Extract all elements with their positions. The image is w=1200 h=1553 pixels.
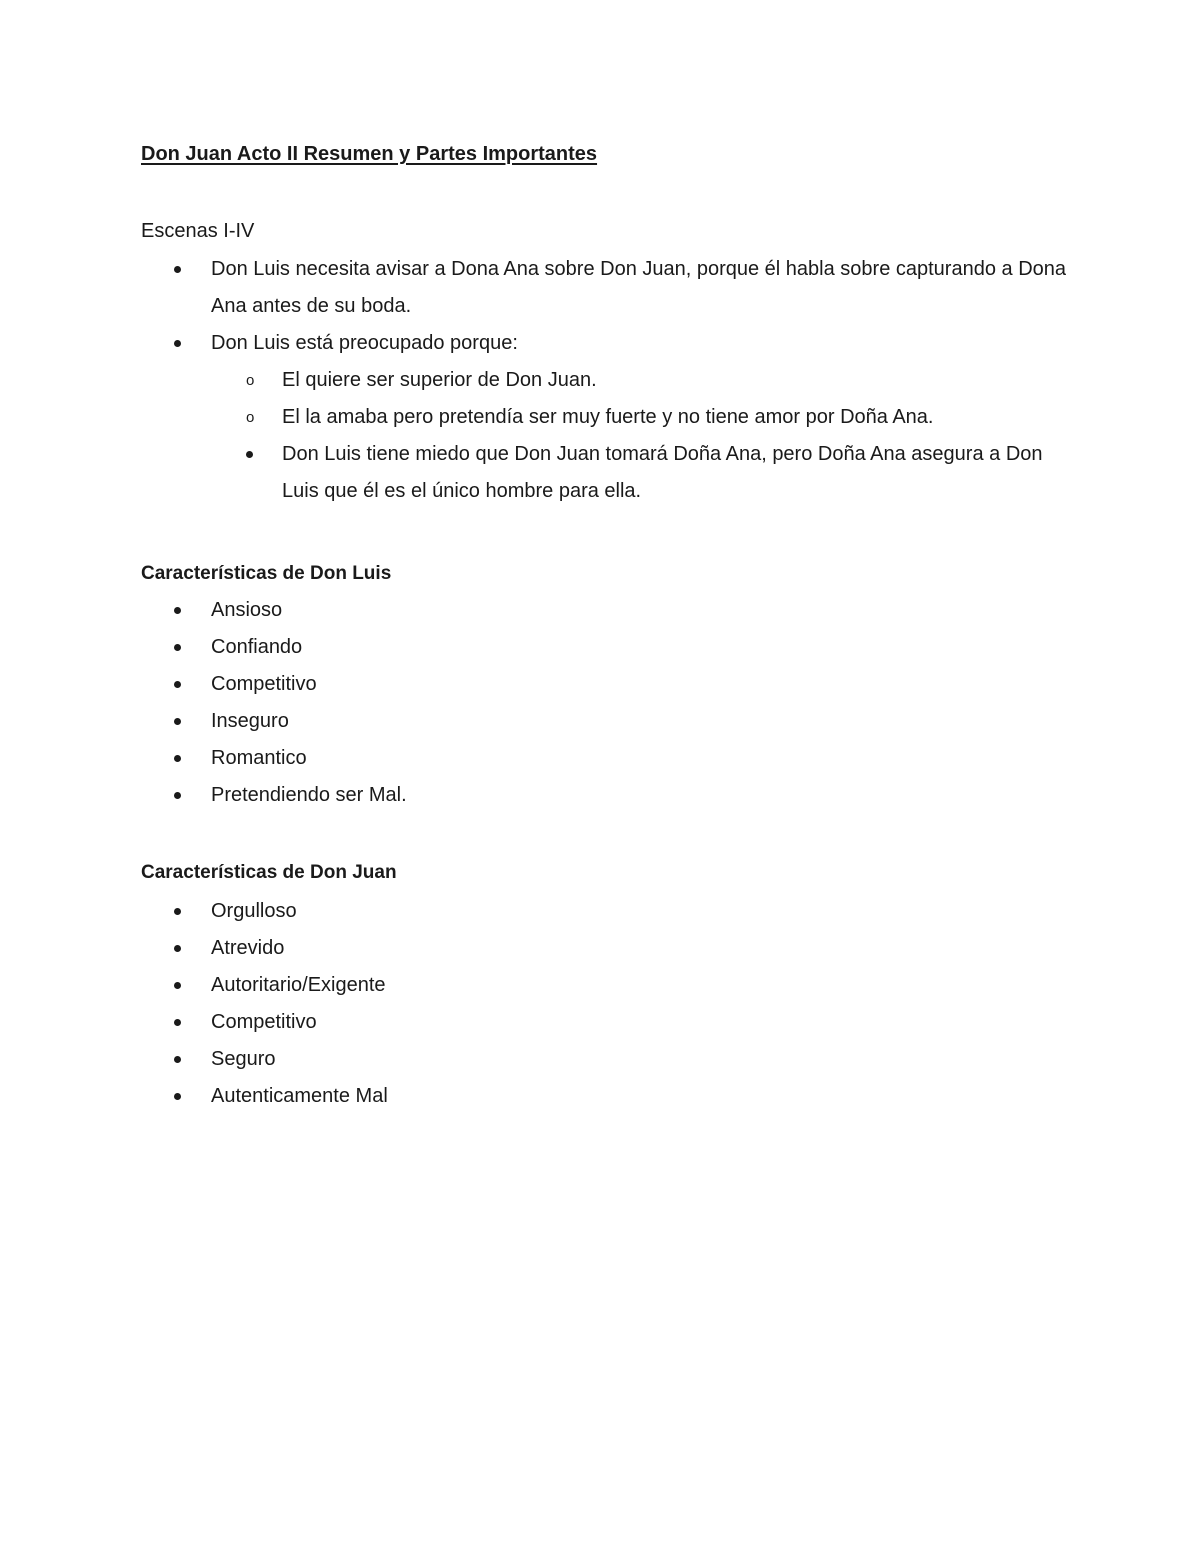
bullet-icon	[174, 325, 194, 362]
list-item-text: Don Luis necesita avisar a Dona Ana sobre Don Juan, porque él habla sobre capturando a Dona Ana antes de su boda.	[211, 258, 1067, 317]
list-item	[0, 251, 1071, 325]
list-item-text: Competitivo	[211, 673, 317, 695]
list-item	[0, 740, 1071, 777]
bullet-icon	[174, 967, 194, 1004]
list-item	[0, 930, 1071, 967]
list-item-text: Don Luis tiene miedo que Don Juan tomará Doña Ana, pero Doña Ana asegura a Don Luis que él es el único hombre para ella.	[282, 443, 1043, 502]
juan-traits-heading: Características de Don Juan	[141, 862, 397, 883]
list-item	[0, 777, 1071, 814]
juan-traits-list	[0, 893, 1200, 1115]
list-item-text: Autenticamente Mal	[211, 1085, 388, 1107]
list-item-text: Inseguro	[211, 710, 289, 732]
list-item	[0, 967, 1071, 1004]
list-item	[0, 1078, 1071, 1115]
bullet-icon	[174, 592, 194, 629]
list-item-text: Pretendiendo ser Mal.	[211, 784, 407, 806]
list-item-text: Competitivo	[211, 1011, 317, 1033]
sub-list-item	[0, 362, 1072, 399]
bullet-icon	[246, 436, 266, 473]
circle-bullet-icon: o	[246, 372, 255, 389]
luis-traits-heading: Características de Don Luis	[141, 563, 392, 584]
scenes-label: Escenas I-IV	[141, 220, 255, 242]
scenes-list	[0, 251, 1200, 510]
sub-list-item	[0, 399, 1072, 436]
list-item-text: Autoritario/Exigente	[211, 974, 386, 996]
list-item	[0, 592, 1071, 629]
list-item-text: El la amaba pero pretendía ser muy fuerte y no tiene amor por Doña Ana.	[282, 406, 934, 428]
bullet-icon	[174, 930, 194, 967]
list-item-text: Seguro	[211, 1048, 276, 1070]
list-item	[0, 325, 1071, 362]
sub-list-item	[0, 436, 1072, 510]
bullet-icon	[174, 893, 194, 930]
list-item	[0, 1041, 1071, 1078]
bullet-icon	[174, 1041, 194, 1078]
list-item-text: Confiando	[211, 636, 303, 658]
list-item	[0, 1004, 1071, 1041]
list-item-text: Atrevido	[211, 937, 285, 959]
bullet-icon	[174, 629, 194, 666]
list-item-text: Ansioso	[211, 599, 283, 621]
bullet-icon	[174, 1078, 194, 1115]
list-item-text: Orgulloso	[211, 900, 297, 922]
luis-traits-list	[0, 592, 1200, 814]
list-item-text: Don Luis está preocupado porque:	[211, 332, 518, 354]
bullet-icon	[174, 703, 194, 740]
list-item	[0, 629, 1071, 666]
list-item-text: El quiere ser superior de Don Juan.	[282, 369, 597, 391]
bullet-icon	[174, 1004, 194, 1041]
bullet-icon	[174, 740, 194, 777]
bullet-icon	[174, 777, 194, 814]
document-title: Don Juan Acto II Resumen y Partes Importantes	[141, 143, 598, 165]
list-item-text: Romantico	[211, 747, 307, 769]
list-item	[0, 666, 1071, 703]
list-item	[0, 703, 1071, 740]
circle-bullet-icon: o	[246, 409, 255, 426]
list-item	[0, 893, 1071, 930]
bullet-icon	[174, 666, 194, 703]
bullet-icon	[174, 251, 194, 288]
